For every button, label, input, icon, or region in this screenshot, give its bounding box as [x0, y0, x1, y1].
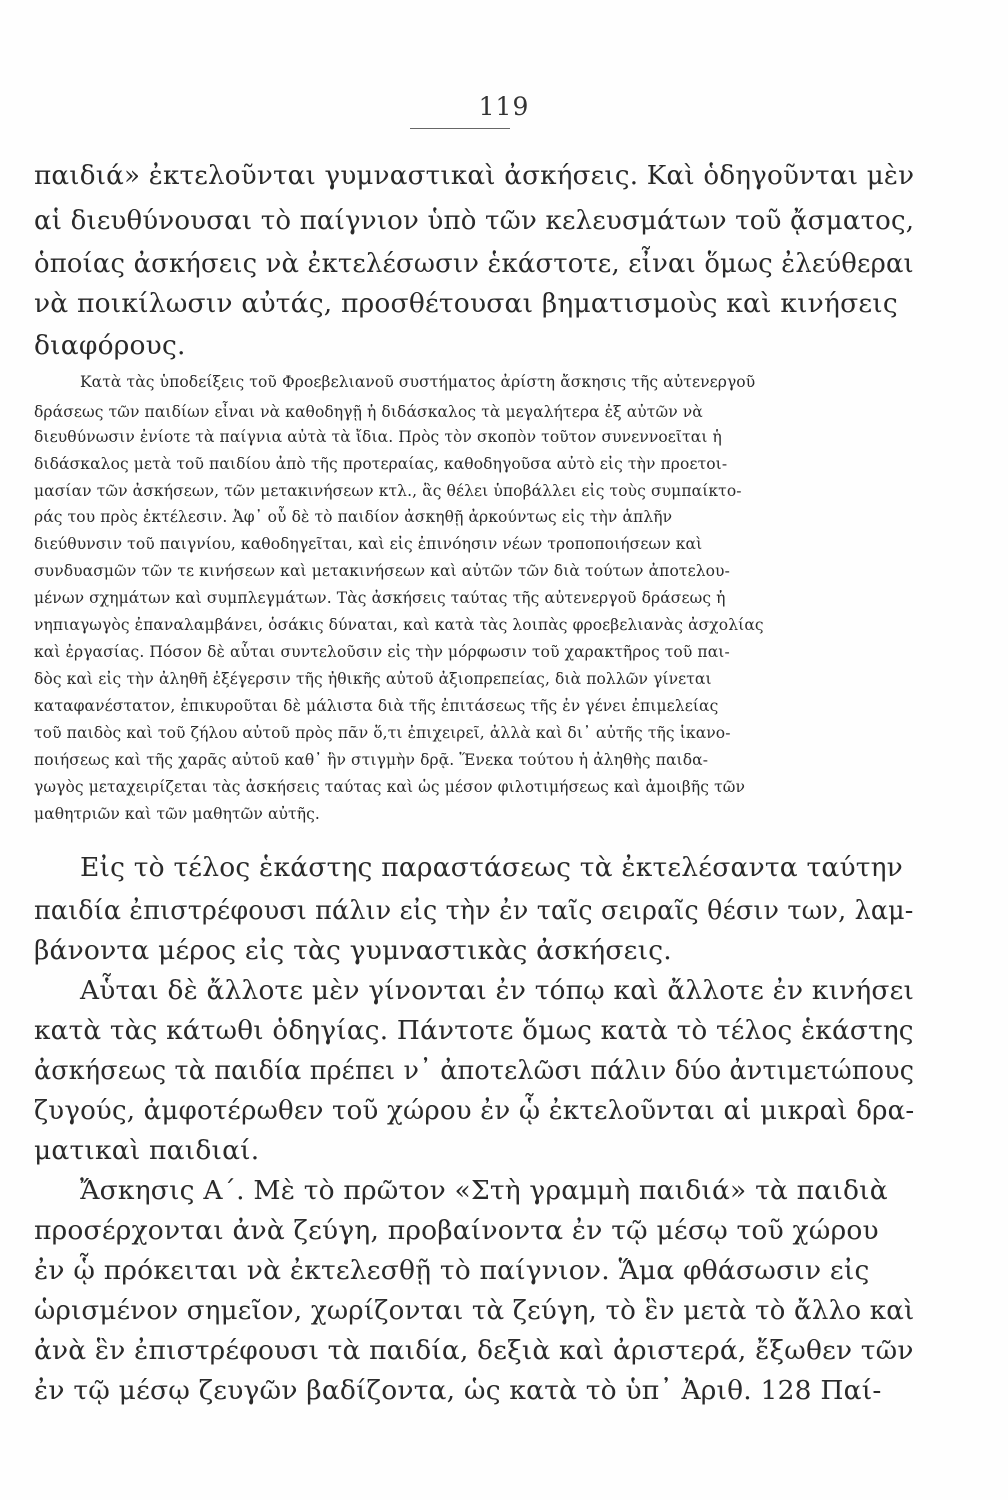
- text-line: ἀνὰ ἓν ἐπιστρέφουσι τὰ παιδία, δεξιὰ καὶ ἀριστερά, ἔξωθεν τῶν: [34, 1335, 914, 1366]
- text-line: βάνοντα μέρος εἰς τὰς γυμναστικὰς ἀσκήσεις.: [34, 935, 672, 966]
- note-line: μένων σχημάτων καὶ συμπλεγμάτων. Τὰς ἀσκήσεις ταύτας τῆς αὐτενεργοῦ δράσεως ἡ: [34, 589, 726, 607]
- note-line: Κατὰ τὰς ὑποδείξεις τοῦ Φροεβελιανοῦ συστήματος ἀρίστη ἄσκησις τῆς αὐτενεργοῦ: [80, 373, 756, 391]
- text-line: νὰ ποικίλωσιν αὐτάς, προσθέτουσαι βηματισμοὺς καὶ κινήσεις: [34, 288, 898, 319]
- note-line: νηπιαγωγὸς ἐπαναλαμβάνει, ὁσάκις δύναται, καὶ κατὰ τὰς λοιπὰς φροεβελιανὰς ἀσχολίας: [34, 616, 764, 634]
- note-line: καταφανέστατον, ἐπικυροῦται δὲ μάλιστα διὰ τῆς ἐπιτάσεως τῆς ἐν γένει ἐπιμελείας: [34, 697, 719, 715]
- text-line: Αὗται δὲ ἄλλοτε μὲν γίνονται ἐν τόπῳ καὶ ἄλλοτε ἐν κινήσει: [80, 975, 915, 1006]
- text-line: προσέρχονται ἀνὰ ζεύγη, προβαίνοντα ἐν τῷ μέσῳ τοῦ χώρου: [34, 1215, 879, 1246]
- note-line: μασίαν τῶν ἀσκήσεων, τῶν μετακινήσεων κτλ., ἃς θέλει ὑποβάλλει εἰς τοὺς συμπαίκτο-: [34, 482, 742, 500]
- header-rule: [410, 128, 510, 129]
- page-number: 119: [478, 92, 530, 121]
- note-line: δράσεως τῶν παιδίων εἶναι νὰ καθοδηγῇ ἡ διδάσκαλος τὰ μεγαλήτερα ἐξ αὐτῶν νὰ: [34, 403, 703, 421]
- text-line: κατὰ τὰς κάτωθι ὁδηγίας. Πάντοτε ὅμως κατὰ τὸ τέλος ἑκάστης: [34, 1015, 914, 1046]
- note-line: ποιήσεως καὶ τῆς χαρᾶς αὐτοῦ καθ᾽ ἣν στιγμὴν δρᾷ. Ἕνεκα τούτου ἡ ἀληθὴς παιδα-: [34, 751, 709, 769]
- note-line: διευθύνωσιν ἐνίοτε τὰ παίγνια αὐτὰ τὰ ἴδια. Πρὸς τὸν σκοπὸν τοῦτον συνεννοεῖται ἡ: [34, 428, 722, 446]
- text-line: ἐν ᾧ πρόκειται νὰ ἐκτελεσθῇ τὸ παίγνιον. Ἅμα φθάσωσιν εἰς: [34, 1255, 870, 1286]
- note-line: μαθητριῶν καὶ τῶν μαθητῶν αὐτῆς.: [34, 805, 320, 823]
- text-line: αἱ διευθύνουσαι τὸ παίγνιον ὑπὸ τῶν κελευσμάτων τοῦ ᾄσματος,: [34, 205, 915, 236]
- text-line: Εἰς τὸ τέλος ἑκάστης παραστάσεως τὰ ἐκτελέσαντα ταύτην: [80, 852, 903, 883]
- note-line: καὶ ἐργασίας. Πόσον δὲ αὗται συντελοῦσιν εἰς τὴν μόρφωσιν τοῦ χαρακτῆρος τοῦ παι-: [34, 643, 730, 661]
- text-line: ζυγούς, ἀμφοτέρωθεν τοῦ χώρου ἐν ᾧ ἐκτελοῦνται αἱ μικραὶ δρα-: [34, 1095, 915, 1126]
- note-line: ράς του πρὸς ἐκτέλεσιν. Ἀφ᾽ οὗ δὲ τὸ παιδίον ἀσκηθῇ ἀρκούντως εἰς τὴν ἁπλῆν: [34, 508, 673, 526]
- text-line: παιδιά» ἐκτελοῦνται γυμναστικαὶ ἀσκήσεις. Καὶ ὁδηγοῦνται μὲν: [34, 160, 915, 191]
- note-line: τοῦ παιδὸς καὶ τοῦ ζήλου αὐτοῦ πρὸς πᾶν ὅ,τι ἐπιχειρεῖ, ἀλλὰ καὶ δι᾽ αὐτῆς τῆς ἱκανο-: [34, 724, 731, 742]
- note-line: διδάσκαλος μετὰ τοῦ παιδίου ἀπὸ τῆς προτεραίας, καθοδηγοῦσα αὐτὸ εἰς τὴν προετοι-: [34, 455, 728, 473]
- text-line: ὁποίας ἀσκήσεις νὰ ἐκτελέσωσιν ἑκάστοτε, εἶναι ὅμως ἐλεύθεραι: [34, 248, 914, 279]
- text-line: ματικαὶ παιδιαί.: [34, 1135, 260, 1166]
- note-line: διεύθυνσιν τοῦ παιγνίου, καθοδηγεῖται, καὶ εἰς ἐπινόησιν νέων τροποποιήσεων καὶ: [34, 535, 703, 553]
- note-line: γωγὸς μεταχειρίζεται τὰς ἀσκήσεις ταύτας καὶ ὡς μέσον φιλοτιμήσεως καὶ ἀμοιβῆς τῶν: [34, 778, 746, 796]
- text-line: ἐν τῷ μέσῳ ζευγῶν βαδίζοντα, ὡς κατὰ τὸ ὑπ᾽ Ἀριθ. 128 Παί-: [34, 1375, 882, 1406]
- text-line: διαφόρους.: [34, 330, 186, 361]
- text-line: Ἄσκησις Α΄. Μὲ τὸ πρῶτον «Στὴ γραμμὴ παιδιά» τὰ παιδιὰ: [80, 1175, 888, 1206]
- text-line: ἀσκήσεως τὰ παιδία πρέπει ν᾽ ἀποτελῶσι πάλιν δύο ἀντιμετώπους: [34, 1055, 915, 1086]
- note-line: συνδυασμῶν τῶν τε κινήσεων καὶ μετακινήσεων καὶ αὐτῶν τῶν διὰ τούτων ἀποτελου-: [34, 562, 730, 580]
- note-line: δὸς καὶ εἰς τὴν ἀληθῆ ἐξέγερσιν τῆς ἠθικῆς αὐτοῦ ἀξιοπρεπείας, διὰ πολλῶν γίνεται: [34, 670, 712, 688]
- text-line: παιδία ἐπιστρέφουσι πάλιν εἰς τὴν ἐν ταῖς σειραῖς θέσιν των, λαμ-: [34, 895, 914, 926]
- text-line: ὡρισμένον σημεῖον, χωρίζονται τὰ ζεύγη, τὸ ἓν μετὰ τὸ ἄλλο καὶ: [34, 1295, 915, 1326]
